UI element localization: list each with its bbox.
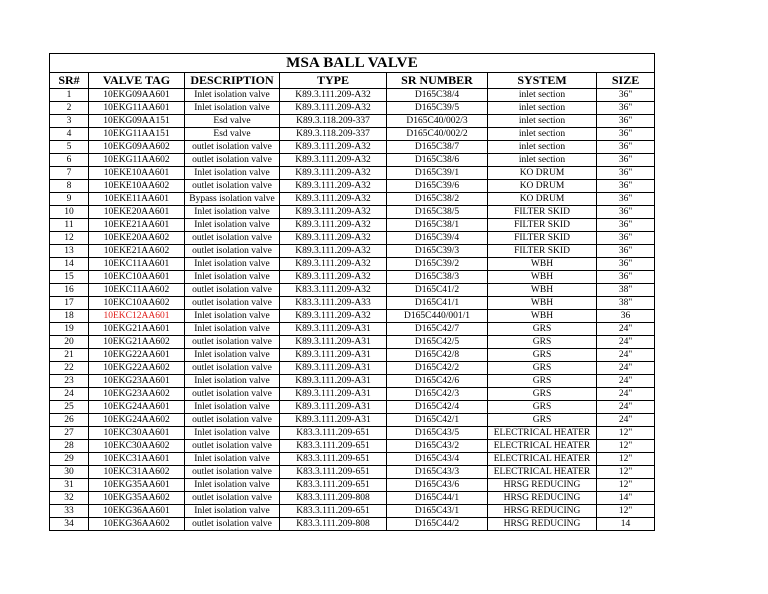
cell-sr-number[interactable]: D165C440/001/1 (387, 310, 488, 323)
table-row (50, 141, 655, 154)
cell-valve-tag[interactable]: 10EKG24AA601 (89, 401, 185, 414)
cell-type[interactable]: K89.3.111.209-A32 (280, 180, 387, 193)
cell-size[interactable]: 36" (597, 115, 655, 128)
cell-valve-tag[interactable]: 10EKG36AA601 (89, 505, 185, 518)
cell-description[interactable]: outlet isolation valve (185, 518, 280, 531)
cell-valve-tag[interactable]: 10EKE10AA602 (89, 180, 185, 193)
cell-type[interactable]: K89.3.111.209-A32 (280, 258, 387, 271)
cell-type[interactable]: K89.3.111.209-A32 (280, 193, 387, 206)
cell-size[interactable]: 36" (597, 89, 655, 102)
cell-sr[interactable]: 29 (50, 453, 89, 466)
cell-system[interactable]: WBH (488, 271, 597, 284)
cell-type[interactable]: K89.3.111.209-A32 (280, 206, 387, 219)
table-row (50, 206, 655, 219)
cell-sr[interactable]: 26 (50, 414, 89, 427)
cell-description[interactable]: outlet isolation valve (185, 245, 280, 258)
cell-type[interactable]: K89.3.111.209-A31 (280, 362, 387, 375)
cell-size[interactable]: 12" (597, 479, 655, 492)
cell-type[interactable]: K89.3.111.209-A31 (280, 323, 387, 336)
cell-size[interactable]: 36" (597, 232, 655, 245)
cell-sr[interactable]: 24 (50, 388, 89, 401)
cell-description[interactable]: Inlet isolation valve (185, 167, 280, 180)
cell-system[interactable]: GRS (488, 336, 597, 349)
cell-type[interactable]: K89.3.111.209-A31 (280, 388, 387, 401)
cell-valve-tag[interactable]: 10EKC30AA602 (89, 440, 185, 453)
cell-sr-number[interactable]: D165C44/1 (387, 492, 488, 505)
header-sr-number[interactable]: SR NUMBER (387, 73, 488, 89)
cell-size[interactable]: 38" (597, 284, 655, 297)
cell-size[interactable]: 24" (597, 349, 655, 362)
cell-sr[interactable]: 30 (50, 466, 89, 479)
cell-description[interactable]: Inlet isolation valve (185, 258, 280, 271)
cell-sr[interactable]: 15 (50, 271, 89, 284)
cell-type[interactable]: K83.3.111.209-651 (280, 440, 387, 453)
cell-type[interactable]: K89.3.111.209-A32 (280, 245, 387, 258)
cell-valve-tag[interactable]: 10EKC10AA602 (89, 297, 185, 310)
table-row (50, 115, 655, 128)
cell-sr[interactable]: 13 (50, 245, 89, 258)
cell-system[interactable]: FILTER SKID (488, 232, 597, 245)
cell-valve-tag[interactable]: 10EKG22AA601 (89, 349, 185, 362)
cell-type[interactable]: K83.3.111.209-651 (280, 479, 387, 492)
cell-description[interactable]: Esd valve (185, 115, 280, 128)
cell-description[interactable]: Inlet isolation valve (185, 206, 280, 219)
cell-sr-number[interactable]: D165C41/2 (387, 284, 488, 297)
table-row (50, 258, 655, 271)
cell-description[interactable]: outlet isolation valve (185, 180, 280, 193)
header-valve-tag[interactable]: VALVE TAG (89, 73, 185, 89)
cell-sr[interactable]: 23 (50, 375, 89, 388)
cell-sr-number[interactable]: D165C42/1 (387, 414, 488, 427)
cell-sr-number[interactable]: D165C43/3 (387, 466, 488, 479)
table-body (50, 89, 655, 531)
cell-sr[interactable]: 33 (50, 505, 89, 518)
cell-description[interactable]: Inlet isolation valve (185, 102, 280, 115)
cell-sr-number[interactable]: D165C39/2 (387, 258, 488, 271)
table-row (50, 245, 655, 258)
cell-sr-number[interactable]: D165C38/6 (387, 154, 488, 167)
cell-description[interactable]: Inlet isolation valve (185, 401, 280, 414)
cell-size[interactable]: 36" (597, 193, 655, 206)
cell-type[interactable]: K89.3.111.209-A32 (280, 141, 387, 154)
table-row (50, 167, 655, 180)
cell-description[interactable]: Inlet isolation valve (185, 89, 280, 102)
cell-description[interactable]: Inlet isolation valve (185, 453, 280, 466)
cell-system[interactable]: ELECTRICAL HEATER (488, 453, 597, 466)
cell-type[interactable]: K83.3.111.209-651 (280, 453, 387, 466)
cell-type[interactable]: K89.3.111.209-A31 (280, 336, 387, 349)
table-row (50, 297, 655, 310)
cell-valve-tag[interactable]: 10EKG24AA602 (89, 414, 185, 427)
cell-type[interactable]: K89.3.111.209-A31 (280, 375, 387, 388)
header-type[interactable]: TYPE (280, 73, 387, 89)
cell-valve-tag[interactable]: 10EKE20AA601 (89, 206, 185, 219)
cell-system[interactable]: ELECTRICAL HEATER (488, 440, 597, 453)
cell-description[interactable]: outlet isolation valve (185, 388, 280, 401)
table-row (50, 310, 655, 323)
cell-sr[interactable]: 7 (50, 167, 89, 180)
header-row (50, 73, 655, 89)
cell-type[interactable]: K89.3.111.209-A32 (280, 154, 387, 167)
cell-sr-number[interactable]: D165C39/4 (387, 232, 488, 245)
cell-type[interactable]: K83.3.111.209-808 (280, 518, 387, 531)
cell-system[interactable]: ELECTRICAL HEATER (488, 427, 597, 440)
cell-description[interactable]: outlet isolation valve (185, 297, 280, 310)
cell-system[interactable]: FILTER SKID (488, 206, 597, 219)
cell-description[interactable]: Bypass isolation valve (185, 193, 280, 206)
cell-size[interactable]: 36" (597, 206, 655, 219)
cell-valve-tag[interactable]: 10EKG11AA151 (89, 128, 185, 141)
cell-sr[interactable]: 28 (50, 440, 89, 453)
cell-valve-tag[interactable]: 10EKC30AA601 (89, 427, 185, 440)
cell-sr-number[interactable]: D165C43/5 (387, 427, 488, 440)
table-row (50, 154, 655, 167)
cell-sr-number[interactable]: D165C38/2 (387, 193, 488, 206)
cell-system[interactable]: KO DRUM (488, 193, 597, 206)
cell-sr[interactable]: 12 (50, 232, 89, 245)
cell-size[interactable]: 24" (597, 401, 655, 414)
cell-sr-number[interactable]: D165C38/5 (387, 206, 488, 219)
cell-size[interactable]: 36" (597, 154, 655, 167)
table-row (50, 453, 655, 466)
table-title[interactable]: MSA BALL VALVE (50, 54, 655, 73)
cell-size[interactable]: 36" (597, 245, 655, 258)
table-row (50, 388, 655, 401)
cell-type[interactable]: K89.3.111.209-A31 (280, 349, 387, 362)
cell-type[interactable]: K89.3.111.209-A32 (280, 219, 387, 232)
table-row (50, 323, 655, 336)
table-row (50, 219, 655, 232)
cell-size[interactable]: 36" (597, 167, 655, 180)
cell-size[interactable]: 24" (597, 414, 655, 427)
cell-sr-number[interactable]: D165C42/2 (387, 362, 488, 375)
header-size[interactable]: SIZE (597, 73, 655, 89)
cell-size[interactable]: 36" (597, 258, 655, 271)
spreadsheet-sheet (49, 53, 654, 531)
cell-sr-number[interactable]: D165C42/6 (387, 375, 488, 388)
cell-type[interactable]: K89.3.111.209-A32 (280, 310, 387, 323)
cell-system[interactable]: WBH (488, 297, 597, 310)
cell-valve-tag[interactable]: 10EKE10AA601 (89, 167, 185, 180)
cell-description[interactable]: outlet isolation valve (185, 154, 280, 167)
cell-system[interactable]: HRSG REDUCING (488, 479, 597, 492)
cell-description[interactable]: outlet isolation valve (185, 440, 280, 453)
table-row (50, 232, 655, 245)
cell-size[interactable]: 38" (597, 297, 655, 310)
cell-sr[interactable]: 3 (50, 115, 89, 128)
table-row (50, 128, 655, 141)
table-row (50, 336, 655, 349)
cell-size[interactable]: 24" (597, 336, 655, 349)
cell-size[interactable]: 12" (597, 466, 655, 479)
cell-sr-number[interactable]: D165C42/8 (387, 349, 488, 362)
cell-sr[interactable]: 34 (50, 518, 89, 531)
cell-sr-number[interactable]: D165C42/5 (387, 336, 488, 349)
cell-type[interactable]: K89.3.118.209-337 (280, 115, 387, 128)
table-row (50, 505, 655, 518)
cell-system[interactable]: FILTER SKID (488, 245, 597, 258)
cell-type[interactable]: K83.3.111.209-A33 (280, 297, 387, 310)
header-system[interactable]: SYSTEM (488, 73, 597, 89)
cell-description[interactable]: outlet isolation valve (185, 141, 280, 154)
cell-valve-tag[interactable]: 10EKG09AA151 (89, 115, 185, 128)
table-row (50, 362, 655, 375)
title-row (50, 54, 655, 73)
cell-sr-number[interactable]: D165C40/002/2 (387, 128, 488, 141)
cell-sr-number[interactable]: D165C38/1 (387, 219, 488, 232)
cell-valve-tag[interactable]: 10EKG21AA602 (89, 336, 185, 349)
cell-system[interactable]: HRSG REDUCING (488, 492, 597, 505)
cell-sr[interactable]: 8 (50, 180, 89, 193)
cell-description[interactable]: outlet isolation valve (185, 362, 280, 375)
cell-size[interactable]: 36" (597, 219, 655, 232)
cell-sr-number[interactable]: D165C42/4 (387, 401, 488, 414)
cell-sr[interactable]: 16 (50, 284, 89, 297)
cell-sr[interactable]: 32 (50, 492, 89, 505)
cell-type[interactable]: K89.3.111.209-A32 (280, 89, 387, 102)
cell-valve-tag[interactable]: 10EKG35AA602 (89, 492, 185, 505)
cell-description[interactable]: Inlet isolation valve (185, 427, 280, 440)
cell-type[interactable]: K89.3.111.209-A31 (280, 401, 387, 414)
cell-type[interactable]: K83.3.111.209-651 (280, 427, 387, 440)
cell-sr-number[interactable]: D165C38/7 (387, 141, 488, 154)
cell-type[interactable]: K89.3.111.209-A32 (280, 167, 387, 180)
cell-sr[interactable]: 31 (50, 479, 89, 492)
cell-sr-number[interactable]: D165C39/3 (387, 245, 488, 258)
cell-valve-tag[interactable]: 10EKG09AA601 (89, 89, 185, 102)
valve-table (49, 53, 655, 531)
cell-valve-tag[interactable]: 10EKG21AA601 (89, 323, 185, 336)
cell-sr-number[interactable]: D165C41/1 (387, 297, 488, 310)
table-row (50, 492, 655, 505)
cell-description[interactable]: outlet isolation valve (185, 414, 280, 427)
cell-valve-tag[interactable]: 10EKE20AA602 (89, 232, 185, 245)
cell-sr[interactable]: 9 (50, 193, 89, 206)
cell-sr[interactable]: 5 (50, 141, 89, 154)
table-row (50, 414, 655, 427)
cell-size[interactable]: 36" (597, 180, 655, 193)
cell-system[interactable]: WBH (488, 258, 597, 271)
cell-size[interactable]: 36" (597, 141, 655, 154)
table-row (50, 466, 655, 479)
cell-valve-tag[interactable]: 10EKG23AA601 (89, 375, 185, 388)
cell-valve-tag[interactable]: 10EKC31AA601 (89, 453, 185, 466)
cell-description[interactable]: Inlet isolation valve (185, 375, 280, 388)
cell-description[interactable]: Inlet isolation valve (185, 479, 280, 492)
cell-system[interactable]: GRS (488, 362, 597, 375)
cell-type[interactable]: K89.3.111.209-A32 (280, 102, 387, 115)
table-row (50, 401, 655, 414)
cell-system[interactable]: inlet section (488, 128, 597, 141)
table-row (50, 349, 655, 362)
cell-description[interactable]: Esd valve (185, 128, 280, 141)
cell-sr[interactable]: 19 (50, 323, 89, 336)
cell-system[interactable]: inlet section (488, 154, 597, 167)
table-row (50, 284, 655, 297)
cell-sr[interactable]: 2 (50, 102, 89, 115)
cell-size[interactable]: 36" (597, 271, 655, 284)
cell-size[interactable]: 36" (597, 102, 655, 115)
cell-valve-tag[interactable]: 10EKG35AA601 (89, 479, 185, 492)
cell-description[interactable]: Inlet isolation valve (185, 349, 280, 362)
cell-sr-number[interactable]: D165C38/3 (387, 271, 488, 284)
cell-system[interactable]: WBH (488, 310, 597, 323)
cell-sr[interactable]: 11 (50, 219, 89, 232)
table-row (50, 440, 655, 453)
cell-sr[interactable]: 6 (50, 154, 89, 167)
cell-size[interactable]: 12" (597, 440, 655, 453)
cell-type[interactable]: K83.3.111.209-651 (280, 466, 387, 479)
cell-type[interactable]: K83.3.111.209-651 (280, 505, 387, 518)
cell-size[interactable]: 36" (597, 128, 655, 141)
table-row (50, 375, 655, 388)
cell-sr[interactable]: 10 (50, 206, 89, 219)
cell-valve-tag[interactable]: 10EKG22AA602 (89, 362, 185, 375)
cell-sr-number[interactable]: D165C43/1 (387, 505, 488, 518)
cell-sr-number[interactable]: D165C42/7 (387, 323, 488, 336)
cell-system[interactable]: GRS (488, 375, 597, 388)
cell-system[interactable]: inlet section (488, 115, 597, 128)
cell-description[interactable]: Inlet isolation valve (185, 323, 280, 336)
cell-system[interactable]: HRSG REDUCING (488, 518, 597, 531)
cell-sr[interactable]: 27 (50, 427, 89, 440)
table-row (50, 193, 655, 206)
table-row (50, 89, 655, 102)
cell-sr[interactable]: 1 (50, 89, 89, 102)
cell-sr[interactable]: 17 (50, 297, 89, 310)
cell-type[interactable]: K83.3.111.209-A32 (280, 284, 387, 297)
cell-sr-number[interactable]: D165C40/002/3 (387, 115, 488, 128)
cell-sr-number[interactable]: D165C43/2 (387, 440, 488, 453)
cell-sr[interactable]: 14 (50, 258, 89, 271)
cell-type[interactable]: K89.3.111.209-A32 (280, 232, 387, 245)
cell-size[interactable]: 24" (597, 323, 655, 336)
cell-sr-number[interactable]: D165C44/2 (387, 518, 488, 531)
table-row (50, 518, 655, 531)
table-row (50, 271, 655, 284)
cell-size[interactable]: 24" (597, 362, 655, 375)
table-row (50, 479, 655, 492)
header-sr[interactable]: SR# (50, 73, 89, 89)
cell-system[interactable]: ELECTRICAL HEATER (488, 466, 597, 479)
cell-valve-tag[interactable]: 10EKG23AA602 (89, 388, 185, 401)
cell-description[interactable]: Inlet isolation valve (185, 310, 280, 323)
cell-system[interactable]: GRS (488, 349, 597, 362)
cell-sr[interactable]: 22 (50, 362, 89, 375)
table-row (50, 427, 655, 440)
cell-size[interactable]: 14" (597, 492, 655, 505)
cell-valve-tag[interactable]: 10EKG09AA602 (89, 141, 185, 154)
cell-description[interactable]: Inlet isolation valve (185, 505, 280, 518)
cell-sr[interactable]: 4 (50, 128, 89, 141)
cell-description[interactable]: outlet isolation valve (185, 336, 280, 349)
cell-size[interactable]: 12" (597, 505, 655, 518)
cell-valve-tag[interactable]: 10EKG36AA602 (89, 518, 185, 531)
cell-type[interactable]: K89.3.118.209-337 (280, 128, 387, 141)
cell-size[interactable]: 12" (597, 453, 655, 466)
cell-system[interactable]: inlet section (488, 102, 597, 115)
cell-description[interactable]: Inlet isolation valve (185, 219, 280, 232)
cell-sr[interactable]: 20 (50, 336, 89, 349)
cell-valve-tag[interactable]: 10EKE21AA601 (89, 219, 185, 232)
cell-system[interactable]: GRS (488, 323, 597, 336)
cell-valve-tag[interactable]: 10EKC10AA601 (89, 271, 185, 284)
cell-valve-tag[interactable]: 10EKC31AA602 (89, 466, 185, 479)
cell-size[interactable]: 36 (597, 310, 655, 323)
cell-sr-number[interactable]: D165C39/5 (387, 102, 488, 115)
cell-sr-number[interactable]: D165C43/6 (387, 479, 488, 492)
cell-system[interactable]: HRSG REDUCING (488, 505, 597, 518)
cell-sr[interactable]: 25 (50, 401, 89, 414)
cell-valve-tag[interactable]: 10EKC11AA602 (89, 284, 185, 297)
cell-sr[interactable]: 18 (50, 310, 89, 323)
cell-system[interactable]: KO DRUM (488, 180, 597, 193)
cell-sr-number[interactable]: D165C43/4 (387, 453, 488, 466)
cell-valve-tag[interactable]: 10EKC11AA601 (89, 258, 185, 271)
cell-valve-tag[interactable]: 10EKG11AA602 (89, 154, 185, 167)
cell-size[interactable]: 14 (597, 518, 655, 531)
cell-size[interactable]: 12" (597, 427, 655, 440)
cell-description[interactable]: outlet isolation valve (185, 284, 280, 297)
cell-size[interactable]: 24" (597, 388, 655, 401)
cell-description[interactable]: outlet isolation valve (185, 232, 280, 245)
cell-sr-number[interactable]: D165C42/3 (387, 388, 488, 401)
cell-system[interactable]: inlet section (488, 141, 597, 154)
table-row (50, 180, 655, 193)
cell-description[interactable]: outlet isolation valve (185, 492, 280, 505)
cell-description[interactable]: outlet isolation valve (185, 466, 280, 479)
cell-system[interactable]: KO DRUM (488, 167, 597, 180)
cell-valve-tag[interactable]: 10EKC12AA601 (89, 310, 185, 323)
cell-type[interactable]: K89.3.111.209-A31 (280, 414, 387, 427)
cell-size[interactable]: 24" (597, 375, 655, 388)
cell-sr-number[interactable]: D165C39/1 (387, 167, 488, 180)
cell-system[interactable]: GRS (488, 414, 597, 427)
cell-type[interactable]: K89.3.111.209-A32 (280, 271, 387, 284)
cell-sr-number[interactable]: D165C38/4 (387, 89, 488, 102)
cell-valve-tag[interactable]: 10EKE21AA602 (89, 245, 185, 258)
table-row (50, 102, 655, 115)
cell-system[interactable]: GRS (488, 388, 597, 401)
cell-system[interactable]: FILTER SKID (488, 219, 597, 232)
cell-system[interactable]: inlet section (488, 89, 597, 102)
header-description[interactable]: DESCRIPTION (185, 73, 280, 89)
cell-sr[interactable]: 21 (50, 349, 89, 362)
cell-system[interactable]: GRS (488, 401, 597, 414)
cell-type[interactable]: K83.3.111.209-808 (280, 492, 387, 505)
cell-valve-tag[interactable]: 10EKE11AA601 (89, 193, 185, 206)
cell-valve-tag[interactable]: 10EKG11AA601 (89, 102, 185, 115)
cell-description[interactable]: Inlet isolation valve (185, 271, 280, 284)
cell-sr-number[interactable]: D165C39/6 (387, 180, 488, 193)
cell-system[interactable]: WBH (488, 284, 597, 297)
